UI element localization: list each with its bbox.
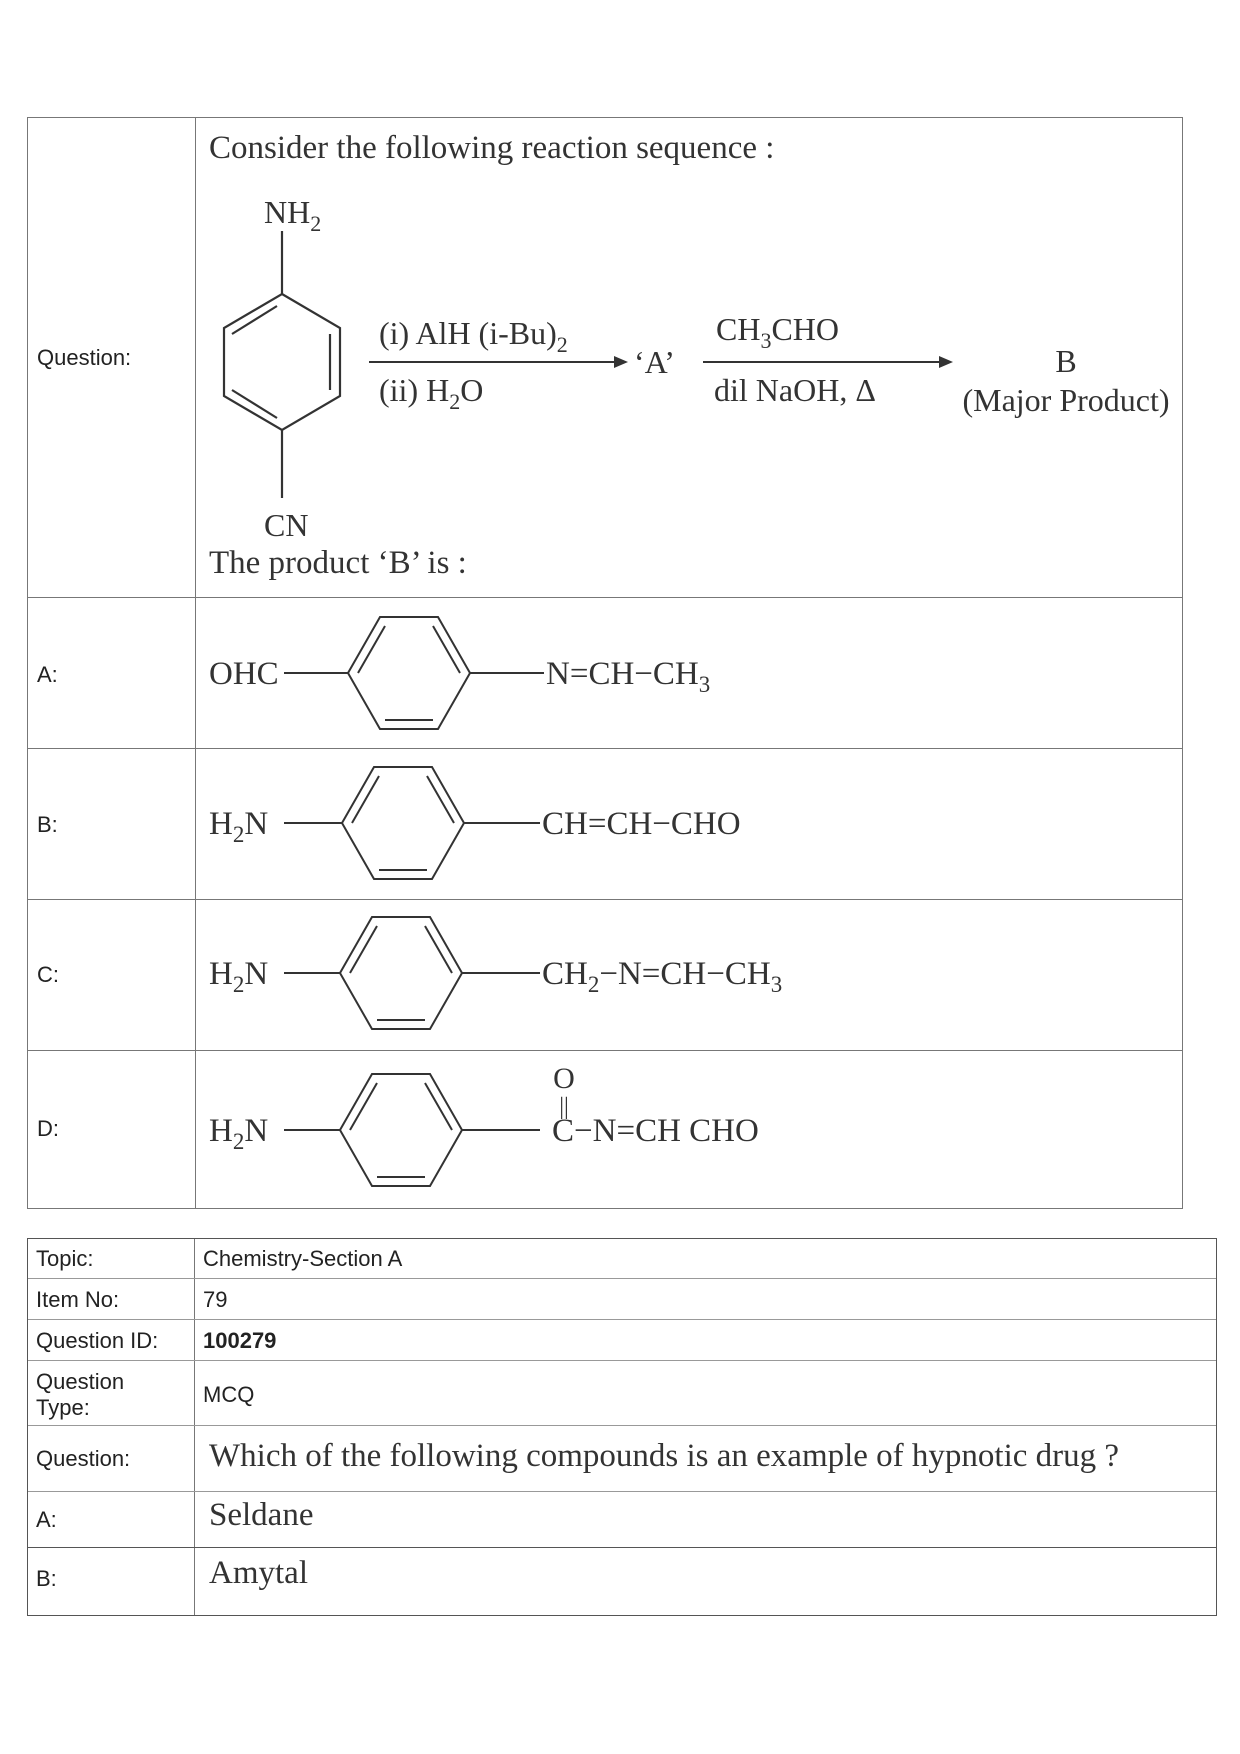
topic-label: Topic: — [36, 1246, 94, 1271]
benzene-ring — [340, 917, 462, 1029]
carbonyl-double-bond: || — [559, 1094, 569, 1120]
arrow-head — [614, 356, 628, 368]
option-b-label: B: — [36, 1566, 57, 1591]
question-text: Which of the following compounds is an example of hypnotic drug ? — [209, 1438, 1120, 1474]
intermediate-a: ‘A’ — [634, 344, 675, 380]
option-a-label: A: — [36, 1507, 57, 1532]
substituent-chain: $N=CH-CH_3$ — [546, 656, 711, 697]
arrow-head — [939, 356, 953, 368]
amino-group: $NH_2$ — [264, 194, 322, 236]
aldehyde-group: OHC — [209, 656, 279, 692]
option-d-label: D: — [37, 1116, 59, 1141]
question-label: Question: — [37, 345, 132, 370]
reagent-base: dil NaOH, Δ — [714, 372, 876, 408]
question-table — [27, 117, 1183, 1209]
item-no-value: 79 — [203, 1287, 228, 1312]
row-divider — [28, 1491, 1216, 1492]
row-divider — [28, 1360, 1216, 1361]
question-type-value: MCQ — [203, 1382, 255, 1407]
row-divider — [28, 1425, 1216, 1426]
option-b-text: Amytal — [209, 1555, 308, 1591]
option-b-structure — [196, 749, 1182, 899]
nitrile-group: CN — [264, 507, 309, 543]
benzene-ring — [340, 1074, 462, 1186]
reaction-scheme — [196, 118, 1182, 597]
option-a-structure — [196, 598, 1182, 748]
question-label: Question: — [36, 1446, 131, 1471]
question-prompt: The product ‘B’ is : — [209, 545, 467, 581]
substituent-chain: $CH_2-N=CH-CH_3$ — [542, 956, 783, 997]
substituent-chain: C−N=CH CHO — [552, 1113, 759, 1149]
topic-value: Chemistry-Section A — [203, 1246, 403, 1271]
option-d-structure — [196, 1051, 1182, 1208]
question-type-label: Question Type: — [36, 1369, 125, 1420]
benzene-ring — [342, 767, 464, 879]
reagent-aldehyde: $CH_3CHO$ — [716, 311, 840, 353]
option-a-label: A: — [37, 662, 58, 687]
benzene-ring — [224, 294, 340, 430]
metadata-table — [27, 1238, 1217, 1616]
option-c-label: C: — [37, 962, 59, 987]
amino-group: $H_2N$ — [209, 956, 269, 997]
row-divider — [28, 1278, 1216, 1279]
option-c-structure — [196, 900, 1182, 1050]
reagent-step-2: (ii) $H_2O$ — [379, 372, 484, 414]
row-divider — [28, 1319, 1216, 1320]
benzene-ring — [348, 617, 470, 729]
substituent-chain: CH=CH−CHO — [542, 806, 741, 842]
carbonyl-oxygen: O — [553, 1062, 575, 1095]
amino-group: $H_2N$ — [209, 1113, 269, 1154]
column-divider — [194, 1239, 195, 1615]
question-intro: Consider the following reaction sequence : — [209, 130, 775, 166]
option-a-text: Seldane — [209, 1497, 314, 1533]
question-id-value: 100279 — [203, 1328, 277, 1353]
product-b-label: B — [1055, 343, 1077, 379]
amino-group: $H_2N$ — [209, 806, 269, 847]
reagent-step-1: (i) AlH $(i-Bu)_2$ — [379, 315, 568, 357]
option-b-label: B: — [37, 812, 58, 837]
row-divider — [28, 1547, 1216, 1548]
product-b-note: (Major Product) — [962, 382, 1170, 418]
item-no-label: Item No: — [36, 1287, 120, 1312]
question-id-label: Question ID: — [36, 1328, 159, 1353]
